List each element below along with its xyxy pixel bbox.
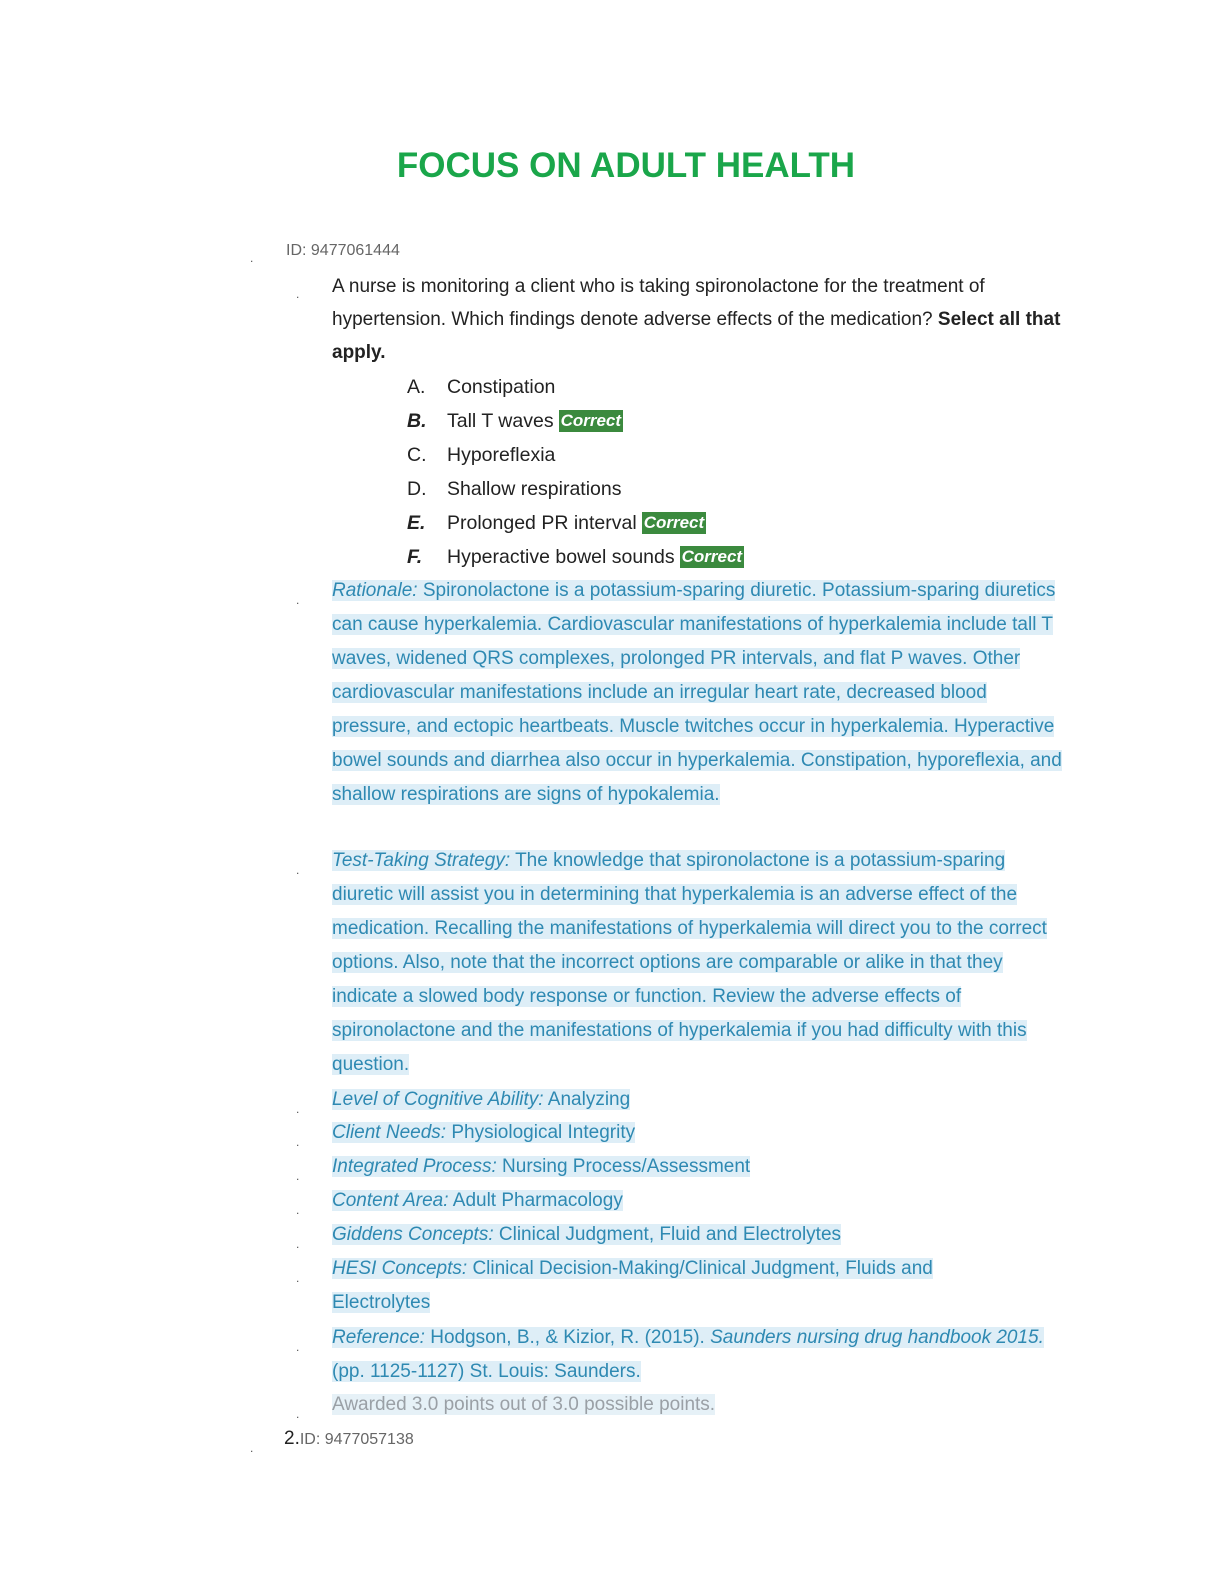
- content-area: [332, 1184, 623, 1218]
- rationale: [332, 574, 1067, 812]
- reference-pages: (pp. 1125-1127) St. Louis: Saunders.: [332, 1361, 641, 1382]
- option-letter: D.: [407, 478, 427, 500]
- question-id: ID: 9477057138: [299, 1431, 414, 1448]
- option-text: Constipation: [447, 376, 556, 398]
- reference-authors: Hodgson, B., & Kizior, R. (2015).: [424, 1327, 711, 1348]
- option-text: Hyperactive bowel sounds: [447, 546, 675, 568]
- list-bullet: .: [296, 1237, 300, 1251]
- list-bullet: .: [296, 1169, 300, 1183]
- list-bullet: .: [296, 1203, 300, 1217]
- test-taking-strategy: [332, 844, 1067, 1082]
- option-letter: F.: [407, 546, 423, 568]
- awarded-text: Awarded 3.0 points out of 3.0 possible points.: [332, 1394, 716, 1415]
- question-number: 2.: [284, 1428, 300, 1449]
- option-letter: B.: [407, 410, 427, 432]
- option-text: Shallow respirations: [447, 478, 622, 500]
- meta-value: Clinical Decision-Making/Clinical Judgment, Fluids and Electrolytes: [332, 1258, 933, 1313]
- list-bullet: .: [296, 1407, 300, 1421]
- correct-badge: Correct: [560, 411, 622, 430]
- list-bullet: .: [296, 863, 300, 877]
- correct-badge: Correct: [643, 513, 705, 532]
- cognitive-level: [332, 1083, 630, 1117]
- question-stem: A nurse is monitoring a client who is taking spironolactone for the treatment of hypertension. Which findings denote adverse effects of the medication?: [332, 276, 985, 330]
- question-id: ID: 9477061444: [286, 242, 400, 259]
- option-text: Prolonged PR interval: [447, 512, 637, 534]
- meta-value: Nursing Process/Assessment: [496, 1156, 751, 1177]
- list-bullet: .: [296, 593, 300, 607]
- meta-value: Analyzing: [543, 1089, 631, 1110]
- meta-label: Content Area:: [332, 1190, 449, 1211]
- strategy-label: Test-Taking Strategy:: [332, 850, 511, 871]
- reference-label: Reference:: [332, 1327, 425, 1348]
- points-awarded: [332, 1388, 715, 1422]
- meta-label: Client Needs:: [332, 1122, 447, 1143]
- option-letter: E.: [407, 512, 426, 534]
- list-bullet: .: [296, 1135, 300, 1149]
- meta-label: Integrated Process:: [332, 1156, 497, 1177]
- list-bullet: .: [250, 251, 254, 265]
- question-instruction: Select all that apply.: [332, 309, 1061, 363]
- integrated-process: [332, 1150, 750, 1184]
- question-text: [332, 270, 1072, 369]
- correct-badge: Correct: [681, 547, 743, 566]
- strategy-text: The knowledge that spironolactone is a potassium-sparing diuretic will assist you in determining that hyperkalemia is an adverse effect of the medication. Recalling the manifestations of hyperkalemia will direct you to the correct options. Also, note that the incorrect options are comparable or alike in that they indicate a slowed body response or function. Review the adverse effects of spironolactone and the manifestations of hyperkalemia if you had difficulty with this question.: [332, 850, 1047, 1075]
- document-title: FOCUS ON ADULT HEALTH: [396, 146, 856, 185]
- reference-book: Saunders nursing drug handbook 2015.: [710, 1327, 1044, 1348]
- meta-label: Giddens Concepts:: [332, 1224, 494, 1245]
- list-bullet: .: [296, 287, 300, 301]
- meta-label: HESI Concepts:: [332, 1258, 468, 1279]
- rationale-label: Rationale:: [332, 580, 418, 601]
- question-2-header: [284, 1428, 414, 1450]
- option-text: Tall T waves: [447, 410, 554, 432]
- client-needs: [332, 1116, 635, 1150]
- list-bullet: .: [296, 1102, 300, 1116]
- hesi-concepts: [332, 1252, 1002, 1320]
- list-bullet: .: [296, 1271, 300, 1285]
- meta-value: Physiological Integrity: [446, 1122, 636, 1143]
- option-letter: C.: [407, 444, 427, 466]
- meta-value: Clinical Judgment, Fluid and Electrolytes: [493, 1224, 842, 1245]
- rationale-text: Spironolactone is a potassium-sparing diuretic. Potassium-sparing diuretics can cause hyperkalemia. Cardiovascular manifestations of hyperkalemia include tall T waves, widened QRS complexes, prolonged PR intervals, and flat P waves. Other cardiovascular manifestations include an irregular heart rate, decreased blood pressure, and ectopic heartbeats. Muscle twitches occur in hyperkalemia. Hyperactive bowel sounds and diarrhea also occur in hyperkalemia. Constipation, hyporeflexia, and shallow respirations are signs of hypokalemia.: [332, 580, 1062, 805]
- list-bullet: .: [296, 1340, 300, 1354]
- giddens-concepts: [332, 1218, 841, 1252]
- option-text: Hyporeflexia: [447, 444, 556, 466]
- meta-label: Level of Cognitive Ability:: [332, 1089, 544, 1110]
- reference: [332, 1321, 1067, 1389]
- meta-value: Adult Pharmacology: [448, 1190, 623, 1211]
- option-letter: A.: [407, 376, 426, 398]
- list-bullet: .: [250, 1441, 254, 1455]
